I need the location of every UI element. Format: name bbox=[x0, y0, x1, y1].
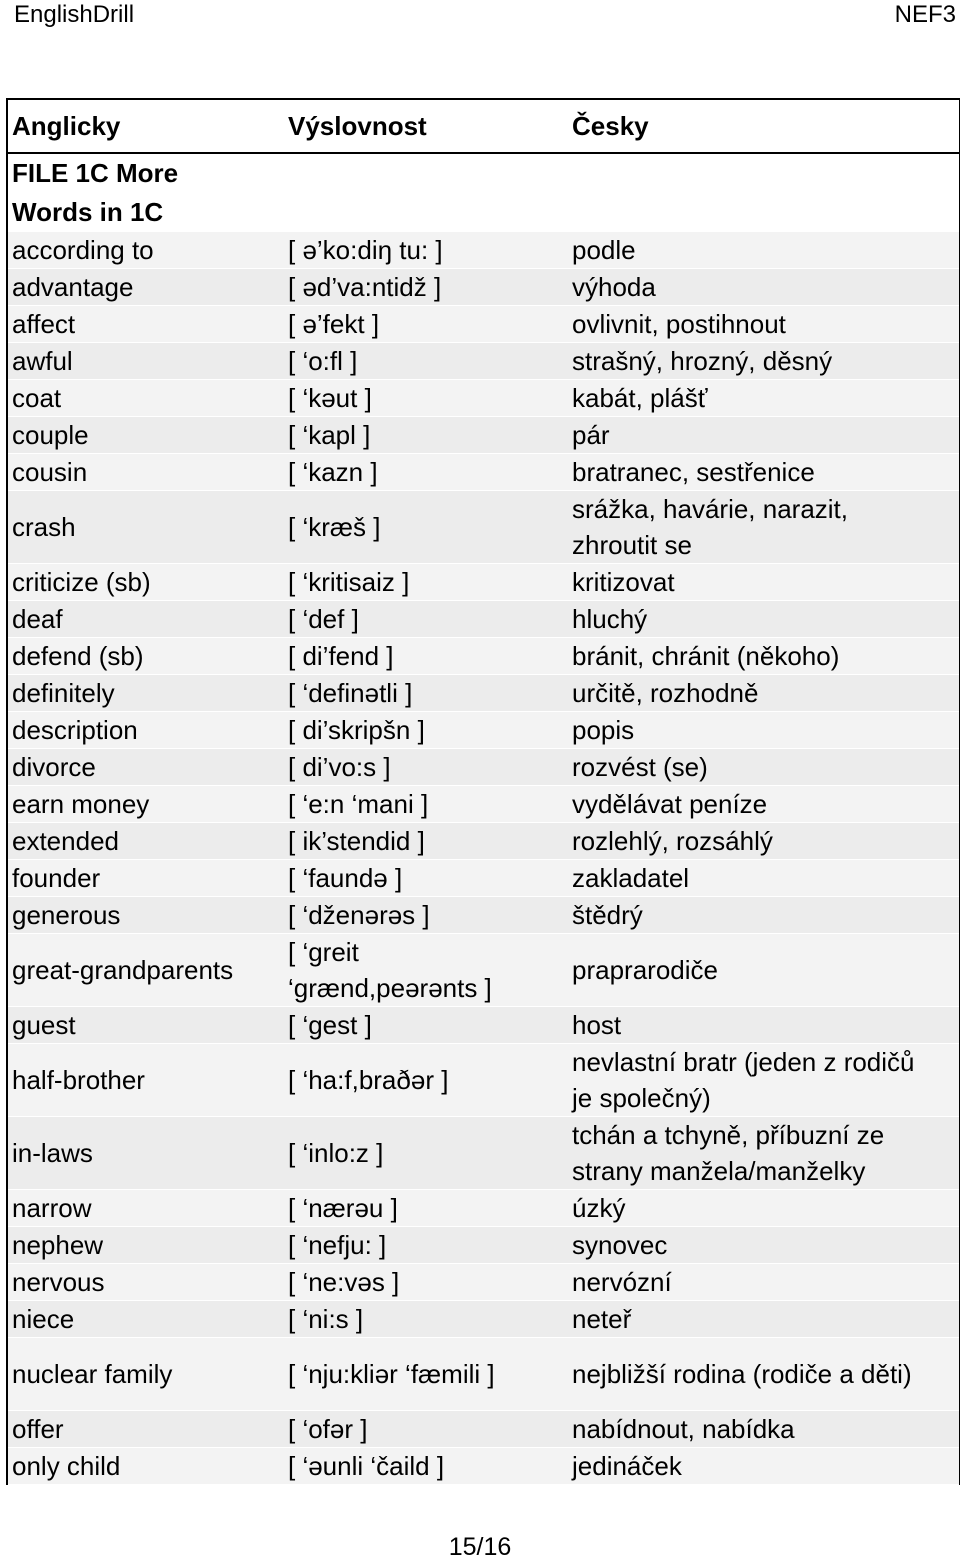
english-word: awful bbox=[12, 346, 73, 376]
pronunciation-line: [ ‘kəut ] bbox=[288, 383, 372, 413]
czech-translation-line: podle bbox=[572, 235, 636, 265]
czech-translation-line: praprarodiče bbox=[572, 955, 718, 985]
table-row bbox=[8, 897, 959, 934]
czech-translation bbox=[572, 1190, 625, 1226]
czech-translation bbox=[572, 1264, 672, 1300]
english-word: divorce bbox=[12, 752, 96, 782]
pronunciation bbox=[288, 823, 425, 859]
czech-translation-line: zhroutit se bbox=[572, 530, 692, 560]
english-word: affect bbox=[12, 309, 76, 339]
czech-translation bbox=[572, 491, 848, 563]
section-subtitle: Words in 1C bbox=[12, 197, 164, 227]
page-number: 15/16 bbox=[448, 1533, 512, 1561]
table-row bbox=[8, 380, 959, 417]
table-row bbox=[8, 675, 959, 712]
english-word: cousin bbox=[12, 457, 88, 487]
pronunciation-line: [ ‘ni:s ] bbox=[288, 1304, 364, 1334]
pronunciation-line: [ ə’ko:diŋ tu: ] bbox=[288, 235, 443, 265]
czech-translation bbox=[572, 306, 786, 342]
czech-translation bbox=[572, 749, 708, 785]
table-row bbox=[8, 1338, 959, 1411]
english-word: in-laws bbox=[12, 1138, 93, 1168]
english-word: earn money bbox=[12, 789, 150, 819]
czech-translation-line: bránit, chránit (někoho) bbox=[572, 641, 840, 671]
table-row bbox=[8, 269, 959, 306]
pronunciation bbox=[288, 1190, 398, 1226]
english-word: description bbox=[12, 715, 138, 745]
section-heading-line2 bbox=[8, 193, 959, 232]
english-word: crash bbox=[12, 512, 76, 542]
czech-translation-line: neteř bbox=[572, 1304, 632, 1334]
table-row bbox=[8, 1117, 959, 1190]
english-word: great-grandparents bbox=[12, 955, 234, 985]
czech-translation bbox=[572, 897, 643, 933]
czech-translation-line: ovlivnit, postihnout bbox=[572, 309, 786, 339]
english-word: niece bbox=[12, 1304, 75, 1334]
column-header-czech: Česky bbox=[572, 111, 649, 141]
pronunciation-line: [ ‘ofər ] bbox=[288, 1414, 368, 1444]
pronunciation-line: [ ‘faundə ] bbox=[288, 863, 403, 893]
table-row bbox=[8, 1448, 959, 1485]
pronunciation-line: [ ‘kritisaiz ] bbox=[288, 567, 410, 597]
table-row bbox=[8, 343, 959, 380]
czech-translation-line: tchán a tchyně, příbuzní ze bbox=[572, 1120, 885, 1150]
pronunciation-line: [ ‘kræš ] bbox=[288, 512, 381, 542]
czech-translation-line: bratranec, sestřenice bbox=[572, 457, 815, 487]
czech-translation-line: pár bbox=[572, 420, 610, 450]
english-word: according to bbox=[12, 235, 154, 265]
table-row bbox=[8, 934, 959, 1007]
czech-translation-line: jedináček bbox=[572, 1451, 682, 1481]
pronunciation bbox=[288, 1227, 386, 1263]
column-header-row bbox=[8, 100, 959, 154]
czech-translation-line: nabídnout, nabídka bbox=[572, 1414, 795, 1444]
pronunciation-line: [ ‘def ] bbox=[288, 604, 359, 634]
czech-translation-line: nervózní bbox=[572, 1267, 672, 1297]
czech-translation bbox=[572, 232, 636, 268]
pronunciation-line: [ ‘dženərəs ] bbox=[288, 900, 430, 930]
pronunciation-line: [ ‘inlo:z ] bbox=[288, 1138, 384, 1168]
czech-translation-line: vydělávat peníze bbox=[572, 789, 768, 819]
table-row bbox=[8, 491, 959, 564]
czech-translation bbox=[572, 1356, 912, 1392]
pronunciation bbox=[288, 1062, 448, 1098]
english-word: nuclear family bbox=[12, 1359, 173, 1389]
pronunciation-line: [ ‘o:fl ] bbox=[288, 346, 358, 376]
page-header bbox=[0, 0, 960, 32]
pronunciation bbox=[288, 638, 394, 674]
pronunciation bbox=[288, 1448, 444, 1484]
table-row bbox=[8, 712, 959, 749]
pronunciation-line: [ di’vo:s ] bbox=[288, 752, 391, 782]
czech-translation-line: strašný, hrozný, děsný bbox=[572, 346, 833, 376]
czech-translation-line: rozlehlý, rozsáhlý bbox=[572, 826, 773, 856]
pronunciation bbox=[288, 232, 443, 268]
vocabulary-table bbox=[6, 98, 960, 1485]
czech-translation bbox=[572, 1301, 631, 1337]
czech-translation-line: synovec bbox=[572, 1230, 668, 1260]
czech-translation bbox=[572, 1411, 795, 1447]
czech-translation-line: hluchý bbox=[572, 604, 648, 634]
english-word: defend (sb) bbox=[12, 641, 144, 671]
pronunciation-line: ‘grænd,peərənts ] bbox=[288, 973, 492, 1003]
czech-translation-line: je společný) bbox=[572, 1083, 711, 1113]
table-row bbox=[8, 601, 959, 638]
pronunciation bbox=[288, 1301, 363, 1337]
czech-translation bbox=[572, 1227, 667, 1263]
czech-translation bbox=[572, 269, 656, 305]
english-word: generous bbox=[12, 900, 121, 930]
pronunciation-line: [ ‘greit bbox=[288, 937, 359, 967]
english-word: narrow bbox=[12, 1193, 92, 1223]
table-row bbox=[8, 417, 959, 454]
table-row bbox=[8, 786, 959, 823]
czech-translation bbox=[572, 601, 647, 637]
pronunciation-line: [ di’skripšn ] bbox=[288, 715, 425, 745]
czech-translation-line: strany manžela/manželky bbox=[572, 1156, 866, 1186]
pronunciation bbox=[288, 934, 492, 1006]
czech-translation bbox=[572, 1007, 621, 1043]
pronunciation bbox=[288, 786, 428, 822]
pronunciation-line: [ ə’fekt ] bbox=[288, 309, 380, 339]
czech-translation-line: nejbližší rodina (rodiče a děti) bbox=[572, 1359, 912, 1389]
english-word: offer bbox=[12, 1414, 64, 1444]
czech-translation bbox=[572, 564, 675, 600]
pronunciation-line: [ ‘kazn ] bbox=[288, 457, 378, 487]
pronunciation-line: [ ‘nefju: ] bbox=[288, 1230, 387, 1260]
czech-translation-line: popis bbox=[572, 715, 635, 745]
czech-translation-line: srážka, havárie, narazit, bbox=[572, 494, 849, 524]
czech-translation-line: výhoda bbox=[572, 272, 656, 302]
pronunciation-line: [ ‘əunli ‘čaild ] bbox=[288, 1451, 445, 1481]
section-heading-line1 bbox=[8, 154, 959, 193]
header-code: NEF3 bbox=[894, 1, 956, 28]
czech-translation-line: nevlastní bratr (jeden z rodičů bbox=[572, 1047, 915, 1077]
pronunciation bbox=[288, 749, 391, 785]
english-word: advantage bbox=[12, 272, 134, 302]
czech-translation bbox=[572, 380, 708, 416]
pronunciation-line: [ ‘gest ] bbox=[288, 1010, 372, 1040]
pronunciation-line: [ ‘definətli ] bbox=[288, 678, 413, 708]
pronunciation-line: [ ‘nærəu ] bbox=[288, 1193, 398, 1223]
czech-translation-line: zakladatel bbox=[572, 863, 690, 893]
english-word: only child bbox=[12, 1451, 121, 1481]
column-header-english: Anglicky bbox=[12, 111, 121, 141]
pronunciation-line: [ di’fend ] bbox=[288, 641, 394, 671]
pronunciation bbox=[288, 1264, 399, 1300]
pronunciation-line: [ əd’va:ntidž ] bbox=[288, 272, 442, 302]
table-row bbox=[8, 638, 959, 675]
pronunciation bbox=[288, 897, 430, 933]
czech-translation-line: host bbox=[572, 1010, 622, 1040]
pronunciation bbox=[288, 454, 378, 490]
pronunciation bbox=[288, 564, 409, 600]
czech-translation bbox=[572, 454, 815, 490]
czech-translation-line: úzký bbox=[572, 1193, 626, 1223]
table-row bbox=[8, 1044, 959, 1117]
czech-translation-line: rozvést (se) bbox=[572, 752, 708, 782]
pronunciation bbox=[288, 1135, 383, 1171]
pronunciation bbox=[288, 1411, 367, 1447]
pronunciation-line: [ ‘kapl ] bbox=[288, 420, 371, 450]
pronunciation bbox=[288, 269, 441, 305]
table-row bbox=[8, 860, 959, 897]
pronunciation-line: [ ik’stendid ] bbox=[288, 826, 425, 856]
czech-translation bbox=[572, 417, 610, 453]
pronunciation bbox=[288, 675, 412, 711]
table-row bbox=[8, 749, 959, 786]
table-row bbox=[8, 1264, 959, 1301]
pronunciation bbox=[288, 380, 372, 416]
english-word: definitely bbox=[12, 678, 115, 708]
table-row bbox=[8, 1227, 959, 1264]
table-row bbox=[8, 306, 959, 343]
english-word: deaf bbox=[12, 604, 63, 634]
english-word: half-brother bbox=[12, 1065, 145, 1095]
english-word: founder bbox=[12, 863, 101, 893]
czech-translation bbox=[572, 952, 718, 988]
czech-translation-line: určitě, rozhodně bbox=[572, 678, 759, 708]
pronunciation bbox=[288, 712, 425, 748]
pronunciation bbox=[288, 860, 402, 896]
pronunciation bbox=[288, 601, 359, 637]
table-row bbox=[8, 1190, 959, 1227]
czech-translation bbox=[572, 823, 773, 859]
czech-translation bbox=[572, 675, 758, 711]
czech-translation-line: kabát, plášť bbox=[572, 383, 708, 413]
table-row bbox=[8, 564, 959, 601]
czech-translation bbox=[572, 1044, 915, 1116]
header-title: EnglishDrill bbox=[14, 1, 135, 28]
column-header-pronunciation: Výslovnost bbox=[288, 111, 427, 141]
czech-translation bbox=[572, 712, 634, 748]
czech-translation-line: štědrý bbox=[572, 900, 643, 930]
pronunciation-line: [ ‘nju:kliər ‘fæmili ] bbox=[288, 1359, 495, 1389]
english-word: extended bbox=[12, 826, 119, 856]
czech-translation-line: kritizovat bbox=[572, 567, 675, 597]
section-title: FILE 1C More bbox=[12, 158, 179, 188]
czech-translation bbox=[572, 638, 839, 674]
table-row bbox=[8, 1007, 959, 1044]
english-word: nervous bbox=[12, 1267, 105, 1297]
czech-translation bbox=[572, 343, 832, 379]
table-row bbox=[8, 232, 959, 269]
table-row bbox=[8, 454, 959, 491]
czech-translation bbox=[572, 860, 689, 896]
pronunciation bbox=[288, 509, 380, 545]
czech-translation bbox=[572, 1117, 884, 1189]
english-word: coat bbox=[12, 383, 62, 413]
pronunciation bbox=[288, 306, 379, 342]
pronunciation bbox=[288, 417, 370, 453]
pronunciation bbox=[288, 343, 357, 379]
czech-translation bbox=[572, 786, 767, 822]
pronunciation-line: [ ‘ha:f,braðər ] bbox=[288, 1065, 449, 1095]
pronunciation-line: [ ‘e:n ‘mani ] bbox=[288, 789, 429, 819]
english-word: guest bbox=[12, 1010, 76, 1040]
pronunciation bbox=[288, 1356, 495, 1392]
czech-translation bbox=[572, 1448, 682, 1484]
table-row bbox=[8, 1301, 959, 1338]
english-word: couple bbox=[12, 420, 89, 450]
table-row bbox=[8, 823, 959, 860]
english-word: criticize (sb) bbox=[12, 567, 151, 597]
pronunciation bbox=[288, 1007, 372, 1043]
pronunciation-line: [ ‘ne:vəs ] bbox=[288, 1267, 400, 1297]
table-row bbox=[8, 1411, 959, 1448]
english-word: nephew bbox=[12, 1230, 104, 1260]
